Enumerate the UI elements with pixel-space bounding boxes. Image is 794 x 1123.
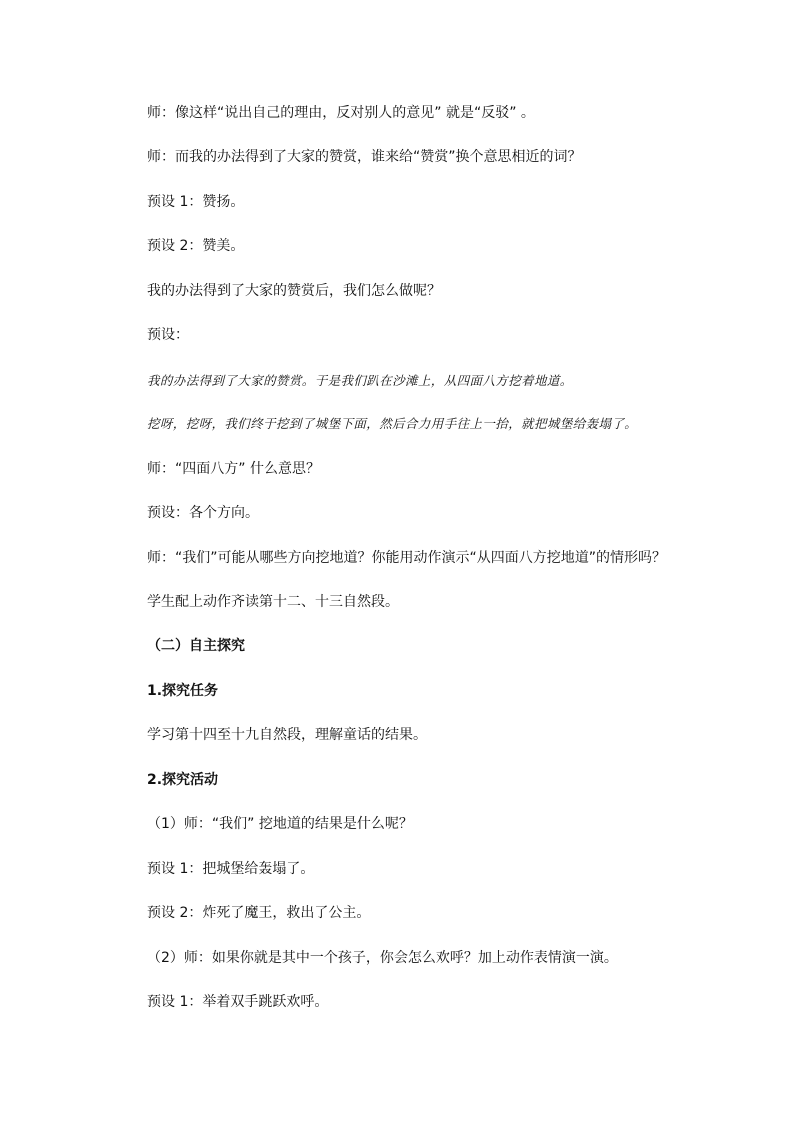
paragraph-study-task: 学习第十四至十九自然段，理解童话的结果。 [147,727,427,743]
paragraph-preset-1-praise: 预设 1：赞扬。 [147,194,245,210]
paragraph-activity-1-question: （1）师：“我们” 挖地道的结果是什么呢？ [147,816,413,832]
paragraph-activity-2-question: （2）师：如果你就是其中一个孩子，你会怎么欢呼？加上动作表情演一演。 [147,950,618,966]
paragraph-activity-1-preset-2: 预设 2：炸死了魔王，救出了公主。 [147,905,371,921]
subheading-inquiry-activity: 2.探究活动 [147,772,219,788]
subheading-inquiry-task: 1.探究任务 [147,683,219,699]
paragraph-preset-directions: 预设：各个方向。 [147,505,259,521]
quote-line-2: 挖呀，挖呀，我们终于挖到了城堡下面，然后合力用手往上一抬，就把城堡给轰塌了。 [147,416,638,431]
paragraph-students-read: 学生配上动作齐读第十二、十三自然段。 [147,594,399,610]
paragraph-what-next-question: 我的办法得到了大家的赞赏后，我们怎么做呢？ [147,283,441,299]
paragraph-activity-2-preset-1: 预设 1：举着双手跳跃欢呼。 [147,994,329,1010]
paragraph-activity-1-preset-1: 预设 1：把城堡给轰塌了。 [147,861,315,877]
paragraph-preset-label: 预设： [147,327,189,343]
paragraph-teacher-meaning-question: 师：“四面八方” 什么意思？ [147,461,320,477]
paragraph-preset-2-praise: 预设 2：赞美。 [147,238,245,254]
paragraph-teacher-rebuttal: 师：像这样“说出自己的理由，反对别人的意见” 就是“反驳” 。 [147,105,535,121]
paragraph-teacher-directions-question: 师：“我们”可能从哪些方向挖地道？你能用动作演示“从四面八方挖地道”的情形吗？ [147,550,667,566]
section-heading-self-inquiry: （二）自主探究 [147,638,245,654]
quote-line-1: 我的办法得到了大家的赞赏。于是我们趴在沙滩上，从四面八方挖着地道。 [147,373,573,388]
paragraph-teacher-synonym-question: 师：而我的办法得到了大家的赞赏，谁来给“赞赏”换个意思相近的词？ [147,149,582,165]
